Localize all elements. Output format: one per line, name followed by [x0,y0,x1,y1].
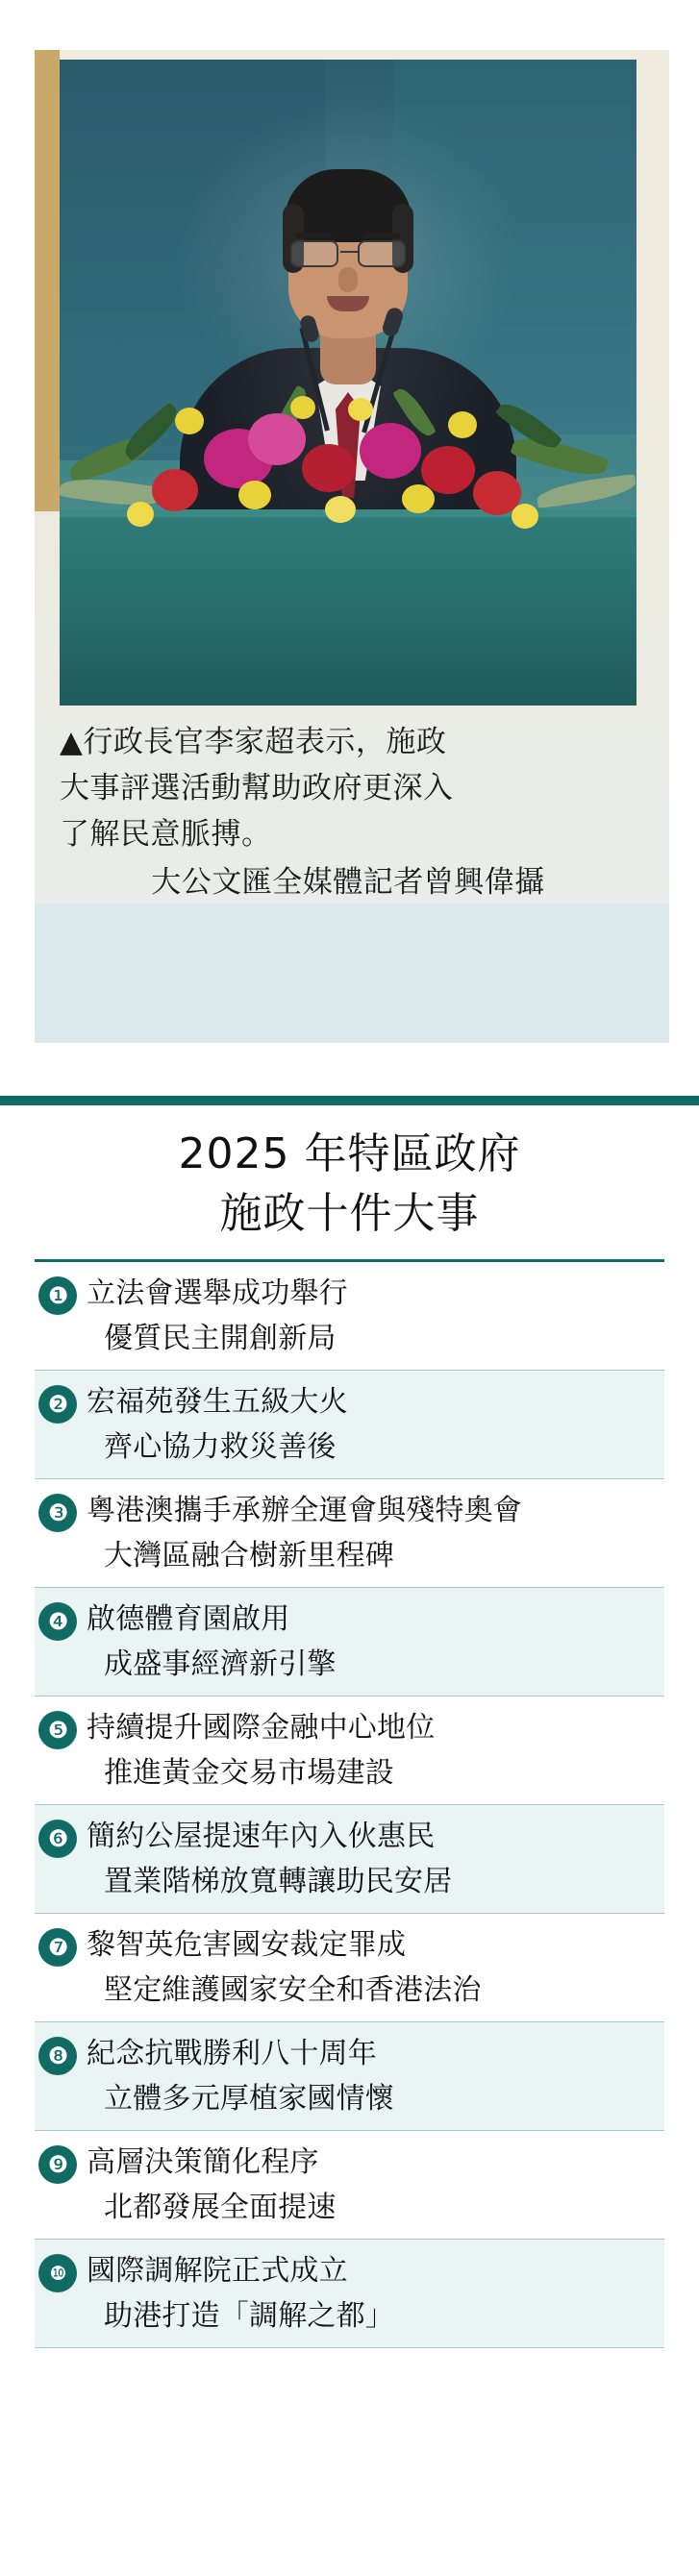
list-item-line-2: 大灣區融合樹新里程碑 [104,1539,394,1573]
flower-red [302,444,356,492]
list-item-text [87,1597,659,1687]
list-item-line-2: 優質民主開創新局 [104,1322,337,1355]
flower-red [421,446,475,494]
list-item-line-1: 國際調解院正式成立 [87,2254,348,2288]
flower-magenta [248,413,306,465]
list-item-number: ❿ [38,2254,77,2292]
speaker-eyebrow-right [363,233,400,238]
list-item [35,1479,664,1588]
list-item-number: ❻ [38,1820,77,1858]
photo-section [0,0,699,1096]
speaker-eyebrow-left [296,233,333,238]
list-item [35,1914,664,2022]
flower-yellow [127,502,154,527]
flower-red [152,469,198,511]
list-item [35,1697,664,1805]
glasses-lens-right [358,240,406,267]
photo-background-blue-band [35,904,669,1043]
list-item [35,2131,664,2240]
flower-yellow [290,396,315,419]
speaker-glasses [288,240,408,269]
flower-yellow [402,484,435,513]
foliage-leaf [536,474,637,508]
flower-yellow [348,398,373,421]
list-item-line-2: 堅定維護國家安全和香港法治 [104,1973,482,2007]
list-item-text [87,2031,659,2121]
list-item-line-1: 宏福苑發生五級大火 [87,1385,348,1419]
list-item-number: ❺ [38,1711,77,1749]
list-item-number: ❶ [38,1276,77,1315]
chief-executive-photo [60,60,637,706]
glasses-lens-left [290,240,338,267]
list-item-line-1: 立法會選舉成功舉行 [87,1276,348,1310]
list-item [35,1588,664,1697]
flower-yellow [175,408,204,434]
photo-credit: 大公文匯全媒體記者曾興偉攝 [151,865,545,900]
list-item-line-2: 置業階梯放寬轉讓助民安居 [104,1865,453,1898]
list-item-line-1: 黎智英危害國安裁定罪成 [87,1928,407,1962]
floral-arrangement [60,388,637,561]
flower-yellow [238,481,271,509]
list-item-text [87,1488,659,1578]
list-item [35,2240,664,2348]
list-item-text [87,1271,659,1361]
list-item-line-2: 助港打造「調解之都」 [104,2299,394,2333]
foliage-leaf [118,402,184,461]
list-item-line-1: 紀念抗戰勝利八十周年 [87,2037,377,2070]
list-item [35,1262,664,1371]
flower-yellow [325,496,356,523]
glasses-bridge [340,251,358,253]
list-item-line-2: 立體多元厚植家國情懷 [104,2082,394,2116]
flower-yellow [512,504,538,529]
speaker-nose [338,267,358,292]
list-title-line-1: 2025 年特區政府 [178,1129,521,1178]
list-item [35,2022,664,2131]
top-ten-list-section [0,1105,699,2576]
section-divider [0,1096,699,1105]
list-item-text [87,2140,659,2230]
list-item [35,1371,664,1479]
list-item-text [87,2248,659,2339]
flower-magenta [360,423,421,479]
list-item-number: ❽ [38,2037,77,2075]
top-ten-list [35,1259,664,2348]
list-item-text [87,1922,659,2013]
list-item-line-1: 持續提升國際金融中心地位 [87,1711,436,1745]
list-item [35,1805,664,1914]
flower-yellow [448,411,477,438]
list-item-number: ❷ [38,1385,77,1424]
photo-background-gold-bar [35,50,60,511]
list-item-number: ❸ [38,1494,77,1532]
list-item-line-2: 推進黃金交易市場建設 [104,1756,394,1790]
list-item-text [87,1379,659,1470]
caption-line-1: ▲行政長官李家超表示，施政 [60,725,447,759]
list-title-line-2: 施政十件大事 [219,1189,480,1238]
list-item-number: ❾ [38,2145,77,2184]
list-item-line-1: 啟德體育園啟用 [87,1602,290,1636]
caption-line-3: 了解民意脈搏。 [60,817,272,852]
list-item-line-1: 簡約公屋提速年內入伙惠民 [87,1820,436,1853]
list-item-line-1: 粵港澳攜手承辦全運會與殘特奧會 [87,1494,522,1527]
list-item-line-2: 成盛事經濟新引擎 [104,1647,337,1681]
list-item-line-2: 北都發展全面提速 [104,2191,337,2224]
list-title [35,1105,664,1244]
list-item-number: ❼ [38,1928,77,1967]
list-item-number: ❹ [38,1602,77,1641]
list-item-text [87,1705,659,1796]
list-item-line-1: 高層決策簡化程序 [87,2145,319,2179]
caption-line-2: 大事評選活動幫助政府更深入 [60,771,454,805]
photo-caption [60,719,637,905]
list-item-line-2: 齊心協力救災善後 [104,1430,337,1464]
list-item-text [87,1814,659,1904]
